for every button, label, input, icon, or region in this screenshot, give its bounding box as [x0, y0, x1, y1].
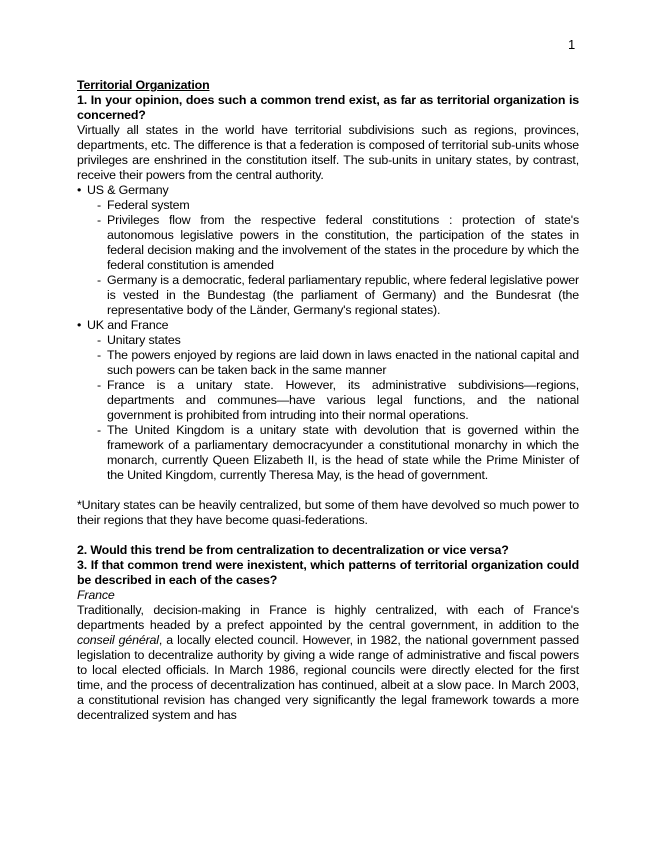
question-1: 1. In your opinion, does such a common trend exist, as far as territorial organization is concerned?	[77, 93, 579, 122]
list-item: - The powers enjoyed by regions are laid down in laws enacted in the national capital and such powers can be taken back in the same manner	[97, 348, 579, 378]
group-us-germany	[77, 183, 579, 318]
list-item: - Privileges flow from the respective federal constitutions : protection of state's autonomous legislative powers in the constitution, the participation of the states in federal decision making and the involvement of the states in the procedure by which the federal constitution is amended	[97, 213, 579, 273]
group-label: UK and France	[87, 318, 169, 332]
question-3: 3. If that common trend were inexistent, which patterns of territorial organization could be described in each of the cases?	[77, 558, 579, 587]
document-body	[77, 78, 579, 723]
note-paragraph: *Unitary states can be heavily centralized, but some of them have devolved so much power to their regions that they have become quasi-federations.	[77, 498, 579, 527]
list-item: - France is a unitary state. However, its administrative subdivisions—regions, departments and communes—have various legal functions, and the national government is prohibited from intruding into their normal operations.	[97, 378, 579, 423]
group-items	[87, 198, 579, 318]
country-groups	[77, 183, 579, 483]
france-heading: France	[77, 588, 115, 602]
question-2: 2. Would this trend be from centralization to decentralization or vice versa?	[77, 543, 509, 557]
list-item: - The United Kingdom is a unitary state with devolution that is governed within the framework of a parliamentary democracyunder a constitutional monarchy in which the monarch, currently Queen Elizabeth II, is the head of state while the Prime Minister of the United Kingdom, currently Theresa May, is the head of government.	[97, 423, 579, 483]
list-item: - Federal system	[97, 198, 579, 213]
france-paragraph: Traditionally, decision-making in France is highly centralized, with each of France's departments headed by a prefect appointed by the central government, in addition to the conseil général, a locally elected council. However, in 1982, the national government passed legislation to decentralize authority by giving a wide range of administrative and fiscal powers to local elected officials. In March 1986, regional councils were directly elected for the first time, and the process of decentralization has continued, albeit at a slow pace. In March 2003, a constitutional revision has changed very significantly the legal framework towards a more decentralized system and has	[77, 603, 579, 722]
intro-paragraph: Virtually all states in the world have territorial subdivisions such as regions, provinces, departments, etc. The difference is that a federation is composed of territorial sub-units whose privileges are enshrined in the constitution itself. The sub-units in unitary states, by contrast, receive their powers from the central authority.	[77, 123, 579, 182]
group-uk-france	[77, 318, 579, 483]
group-label: US & Germany	[87, 183, 169, 197]
list-item: - Unitary states	[97, 333, 579, 348]
section-title: Territorial Organization	[77, 78, 210, 92]
list-item: - Germany is a democratic, federal parliamentary republic, where federal legislative power is vested in the Bundestag (the parliament of Germany) and the Bundesrat (the representative body of the Länder, Germany's regional states).	[97, 273, 579, 318]
page-number: 1	[568, 37, 576, 52]
group-items	[87, 333, 579, 483]
